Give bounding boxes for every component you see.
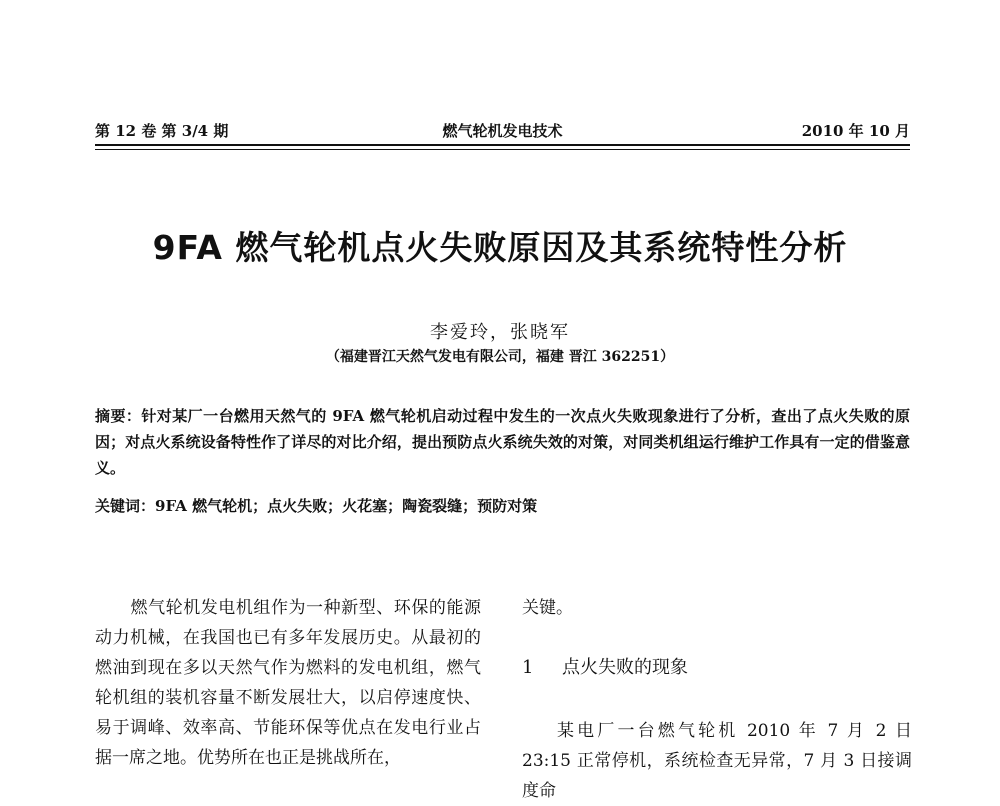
running-head [95,120,910,144]
keywords-label: 关键词： [95,497,156,515]
section-paragraph: 某电厂一台燃气轮机 2010 年 7 月 2 日 23:15 正常停机，系统检查无异常，7 月 3 日接调度命 [522,721,912,801]
header-rule-thin [95,149,910,150]
paragraph-tail: 关键。 [522,598,573,618]
abstract-label: 摘要： [95,407,142,425]
abstract [95,403,910,481]
authors: 李爱玲，张晓军 [430,322,570,343]
header-rule-thick [95,144,910,146]
journal-volume-issue: 第 12 卷 第 3/4 期 [95,122,229,140]
abstract-text: 针对某厂一台燃用天然气的 9FA 燃气轮机启动过程中发生的一次点火失败现象进行了分析，查出了点火失败的原因；对点火系统设备特性作了详尽的对比介绍，提出预防点火系统失效的对策，对同类机组运行维护工作具有一定的借鉴意义。 [95,407,910,477]
keywords-text: 9FA 燃气轮机；点火失败；火花塞；陶瓷裂缝；预防对策 [155,497,538,515]
section-heading [522,653,912,683]
body-column-left [95,593,481,773]
section-title: 点火失败的现象 [562,657,688,678]
paper-title: 9FA 燃气轮机点火失败原因及其系统特性分析 [152,228,848,267]
publication-date: 2010 年 10 月 [801,122,910,140]
body-column-right [522,593,912,806]
intro-paragraph: 燃气轮机发电机组作为一种新型、环保的能源动力机械，在我国也已有多年发展历史。从最初的燃油到现在多以天然气作为燃料的发电机组，燃气轮机组的装机容量不断发展壮大，以启停速度快、易于调峰、效率高、节能环保等优点在发电行业占据一席之地。优势所在也正是挑战所在， [95,598,481,768]
affiliation: （福建晋江天然气发电有限公司，福建 晋江 362251） [325,349,675,365]
keywords [95,493,910,519]
journal-name: 燃气轮机发电技术 [442,122,563,140]
section-number: 1 [522,657,534,678]
